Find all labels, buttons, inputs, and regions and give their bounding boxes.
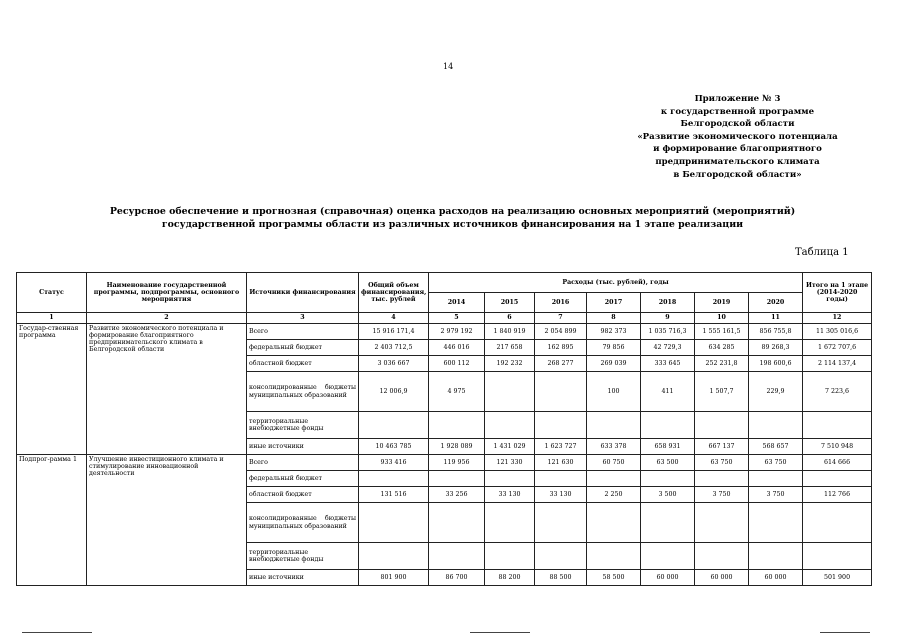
cell-total: 15 916 171,4 <box>359 324 429 340</box>
cell-result <box>803 543 872 570</box>
header-status: Статус <box>17 273 87 313</box>
appendix-line: к государственной программе <box>660 106 815 117</box>
appendix-line: в Белгородской области» <box>673 169 802 180</box>
row-name: Улучшение инвестиционного климата и стимулирование инновационной деятельности <box>87 455 247 586</box>
column-number: 6 <box>485 313 535 324</box>
cell-year: 198 600,6 <box>749 356 803 372</box>
cell-year: 3 500 <box>641 487 695 503</box>
cell-year: 63 750 <box>695 455 749 471</box>
cell-year <box>641 471 695 487</box>
cell-year <box>749 471 803 487</box>
cell-total: 131 516 <box>359 487 429 503</box>
cell-result: 7 223,6 <box>803 372 872 412</box>
cell-year: 1 840 919 <box>485 324 535 340</box>
header-year: 2014 <box>429 293 485 313</box>
row-source: территориальные внебюджетные фонды <box>247 412 359 439</box>
header-year: 2015 <box>485 293 535 313</box>
row-source: Всего <box>247 455 359 471</box>
scan-edge-line <box>470 632 530 633</box>
cell-year: 333 645 <box>641 356 695 372</box>
cell-year <box>485 503 535 543</box>
heading-line-2: государственной программы области из различных источников финансирования на 1 этапе реализации <box>161 219 744 230</box>
cell-year: 1 507,7 <box>695 372 749 412</box>
column-number: 8 <box>587 313 641 324</box>
cell-year <box>641 543 695 570</box>
cell-year: 3 750 <box>695 487 749 503</box>
cell-result: 7 510 948 <box>803 439 872 455</box>
column-number: 9 <box>641 313 695 324</box>
cell-year: 2 250 <box>587 487 641 503</box>
cell-result <box>803 503 872 543</box>
cell-total <box>359 503 429 543</box>
cell-year: 667 137 <box>695 439 749 455</box>
header-year: 2017 <box>587 293 641 313</box>
column-number: 11 <box>749 313 803 324</box>
cell-year: 658 931 <box>641 439 695 455</box>
page-number: 14 <box>443 62 454 71</box>
cell-year: 268 277 <box>535 356 587 372</box>
scan-edge-line <box>820 632 870 633</box>
cell-year <box>587 503 641 543</box>
cell-year <box>535 471 587 487</box>
column-number: 4 <box>359 313 429 324</box>
cell-result: 1 672 707,6 <box>803 340 872 356</box>
cell-year: 89 268,3 <box>749 340 803 356</box>
cell-total <box>359 543 429 570</box>
row-source: иные источники <box>247 570 359 586</box>
cell-year <box>749 503 803 543</box>
appendix-note <box>630 93 845 181</box>
header-year: 2019 <box>695 293 749 313</box>
cell-year: 33 130 <box>535 487 587 503</box>
cell-year: 3 750 <box>749 487 803 503</box>
cell-year: 58 500 <box>587 570 641 586</box>
cell-year: 1 555 161,5 <box>695 324 749 340</box>
row-source: консолидированные бюджеты муниципальных образований <box>247 372 359 412</box>
cell-year: 269 039 <box>587 356 641 372</box>
cell-total <box>359 471 429 487</box>
cell-year: 252 231,8 <box>695 356 749 372</box>
cell-year: 63 500 <box>641 455 695 471</box>
table-row <box>17 455 872 471</box>
cell-result <box>803 412 872 439</box>
cell-year <box>749 412 803 439</box>
header-expenses: Расходы (тыс. рублей), годы <box>429 273 803 293</box>
cell-year <box>429 471 485 487</box>
cell-year: 60 000 <box>749 570 803 586</box>
cell-year <box>535 412 587 439</box>
cell-year: 1 928 089 <box>429 439 485 455</box>
cell-result <box>803 471 872 487</box>
cell-year: 2 979 192 <box>429 324 485 340</box>
table-row <box>17 324 872 340</box>
cell-year: 88 200 <box>485 570 535 586</box>
cell-total: 2 403 712,5 <box>359 340 429 356</box>
cell-year: 229,9 <box>749 372 803 412</box>
cell-year <box>429 543 485 570</box>
cell-year: 1 431 029 <box>485 439 535 455</box>
cell-year <box>587 471 641 487</box>
row-source: федеральный бюджет <box>247 471 359 487</box>
cell-year <box>587 543 641 570</box>
cell-year: 33 256 <box>429 487 485 503</box>
appendix-line: Белгородской области <box>680 119 795 130</box>
row-source: федеральный бюджет <box>247 340 359 356</box>
cell-year: 634 285 <box>695 340 749 356</box>
cell-total: 3 036 667 <box>359 356 429 372</box>
cell-year <box>641 503 695 543</box>
cell-year <box>695 503 749 543</box>
cell-year: 121 630 <box>535 455 587 471</box>
cell-year: 982 373 <box>587 324 641 340</box>
cell-year: 4 975 <box>429 372 485 412</box>
row-name: Развитие экономического потенциала и формирование благоприятного предпринимательского климата в Белгородской области <box>87 324 247 455</box>
cell-year <box>695 543 749 570</box>
cell-result: 112 766 <box>803 487 872 503</box>
heading-line-1: Ресурсное обеспечение и прогнозная (справочная) оценка расходов на реализацию основных мероприятий (мероприятий) <box>109 206 796 217</box>
cell-year: 60 000 <box>695 570 749 586</box>
cell-year <box>695 412 749 439</box>
cell-year: 100 <box>587 372 641 412</box>
cell-year: 2 054 899 <box>535 324 587 340</box>
appendix-line: «Развитие экономического потенциала <box>637 131 838 142</box>
header-year: 2016 <box>535 293 587 313</box>
cell-year <box>485 543 535 570</box>
appendix-line: предпринимательского климата <box>655 156 820 167</box>
cell-year: 1 035 716,3 <box>641 324 695 340</box>
row-source: Всего <box>247 324 359 340</box>
row-source: областной бюджет <box>247 487 359 503</box>
cell-year: 33 130 <box>485 487 535 503</box>
cell-year: 86 700 <box>429 570 485 586</box>
cell-year: 60 750 <box>587 455 641 471</box>
cell-year: 63 750 <box>749 455 803 471</box>
cell-result: 11 305 016,6 <box>803 324 872 340</box>
row-status: Подпрог-рамма 1 <box>17 455 87 586</box>
column-number: 3 <box>247 313 359 324</box>
row-source: областной бюджет <box>247 356 359 372</box>
cell-year <box>695 471 749 487</box>
cell-result: 614 666 <box>803 455 872 471</box>
cell-total <box>359 412 429 439</box>
cell-year: 633 378 <box>587 439 641 455</box>
cell-year: 162 895 <box>535 340 587 356</box>
cell-result: 2 114 137,4 <box>803 356 872 372</box>
cell-year: 79 856 <box>587 340 641 356</box>
header-year: 2020 <box>749 293 803 313</box>
cell-year <box>535 372 587 412</box>
cell-total: 933 416 <box>359 455 429 471</box>
cell-year: 856 755,8 <box>749 324 803 340</box>
column-number: 1 <box>17 313 87 324</box>
cell-year <box>485 471 535 487</box>
financing-table <box>16 272 872 586</box>
column-number: 10 <box>695 313 749 324</box>
cell-year <box>429 503 485 543</box>
table-label: Таблица 1 <box>795 247 849 258</box>
cell-year: 600 112 <box>429 356 485 372</box>
cell-year: 446 016 <box>429 340 485 356</box>
cell-year <box>429 412 485 439</box>
cell-year: 42 729,3 <box>641 340 695 356</box>
row-source: территориальные внебюджетные фонды <box>247 543 359 570</box>
cell-total: 10 463 785 <box>359 439 429 455</box>
header-name: Наименование государственной программы, подпрограммы, основного мероприятия <box>87 273 247 313</box>
appendix-line: и формирование благоприятного <box>653 144 822 155</box>
cell-year: 88 500 <box>535 570 587 586</box>
header-source: Источники финансирования <box>247 273 359 313</box>
cell-year: 568 657 <box>749 439 803 455</box>
cell-year: 217 658 <box>485 340 535 356</box>
header-total: Общий объем финансирования, тыс. рублей <box>359 273 429 313</box>
column-number: 7 <box>535 313 587 324</box>
cell-year <box>535 543 587 570</box>
row-source: консолидированные бюджеты муниципальных образований <box>247 503 359 543</box>
header-year: 2018 <box>641 293 695 313</box>
cell-total: 801 900 <box>359 570 429 586</box>
column-number: 12 <box>803 313 872 324</box>
cell-total: 12 006,9 <box>359 372 429 412</box>
cell-year <box>587 412 641 439</box>
cell-year <box>749 543 803 570</box>
cell-year <box>485 372 535 412</box>
cell-year: 411 <box>641 372 695 412</box>
cell-year: 119 956 <box>429 455 485 471</box>
cell-year <box>641 412 695 439</box>
cell-year <box>535 503 587 543</box>
row-source: иные источники <box>247 439 359 455</box>
cell-year: 121 330 <box>485 455 535 471</box>
cell-result: 501 900 <box>803 570 872 586</box>
header-result: Итого на 1 этапе (2014-2020 годы) <box>803 273 872 313</box>
cell-year <box>485 412 535 439</box>
cell-year: 1 623 727 <box>535 439 587 455</box>
column-number: 2 <box>87 313 247 324</box>
cell-year: 192 232 <box>485 356 535 372</box>
row-status: Государ-ственная программа <box>17 324 87 455</box>
document-heading <box>20 205 885 231</box>
column-number: 5 <box>429 313 485 324</box>
scan-edge-line <box>22 632 92 633</box>
appendix-line: Приложение № 3 <box>694 94 781 104</box>
cell-year: 60 000 <box>641 570 695 586</box>
